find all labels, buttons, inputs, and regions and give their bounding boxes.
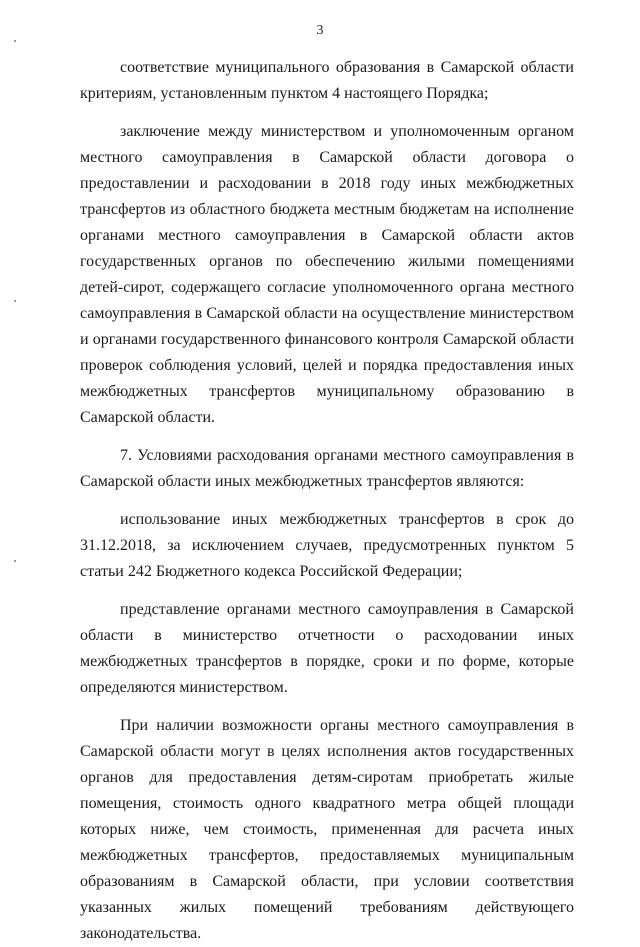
paragraph-reporting: представление органами местного самоуправления в Самарской области в министерство отчетности о расходовании иных межбюджетных трансфертов в порядке, сроки и по форме, которые определяются министерством. xyxy=(80,601,574,696)
paragraph-clause-7: 7. Условиями расходования органами местного самоуправления в Самарской области иных межбюджетных трансфертов являются: xyxy=(80,447,574,490)
body-text xyxy=(80,55,574,947)
scan-margin-mark xyxy=(14,40,16,42)
paragraph-agreement: заключение между министерством и уполномоченным органом местного самоуправления в Самарской области договора о предоставлении и расходовании в 2018 году иных межбюджетных трансфертов из областного бюджета местным бюджетам на исполнение органами местного самоуправления в Самарской области актов государственных органов по обеспечению жилыми помещениями детей-сирот, содержащего согласие уполномоченного органа местного самоуправления в Самарской области на осуществление министерством и органами государственного финансового контроля Самарской области проверок соблюдения условий, целей и порядка предоставления иных межбюджетных трансфертов муниципальному образованию в Самарской области. xyxy=(80,123,574,426)
paragraph-criteria: соответствие муниципального образования в Самарской области критериям, установленным пунктом 4 настоящего Порядка; xyxy=(80,59,574,102)
scan-margin-mark xyxy=(14,300,16,302)
scan-margin-mark xyxy=(14,560,16,562)
paragraph-usage-deadline: использование иных межбюджетных трансфертов в срок до 31.12.2018, за исключением случаев, предусмотренных пунктом 5 статьи 242 Бюджетного кодекса Российской Федерации; xyxy=(80,511,574,580)
page-number: 3 xyxy=(316,23,324,38)
paragraph-housing-purchase: При наличии возможности органы местного самоуправления в Самарской области могут в целях исполнения актов государственных органов для предоставления детям-сиротам приобретать жилые помещения, стоимость одного квадратного метра общей площади которых ниже, чем стоимость, примененная для расчета иных межбюджетных трансфертов, предоставляемых муниципальным образованиям в Самарской области, при условии соответствия указанных жилых помещений требованиям действующего законодательства. xyxy=(80,717,574,942)
